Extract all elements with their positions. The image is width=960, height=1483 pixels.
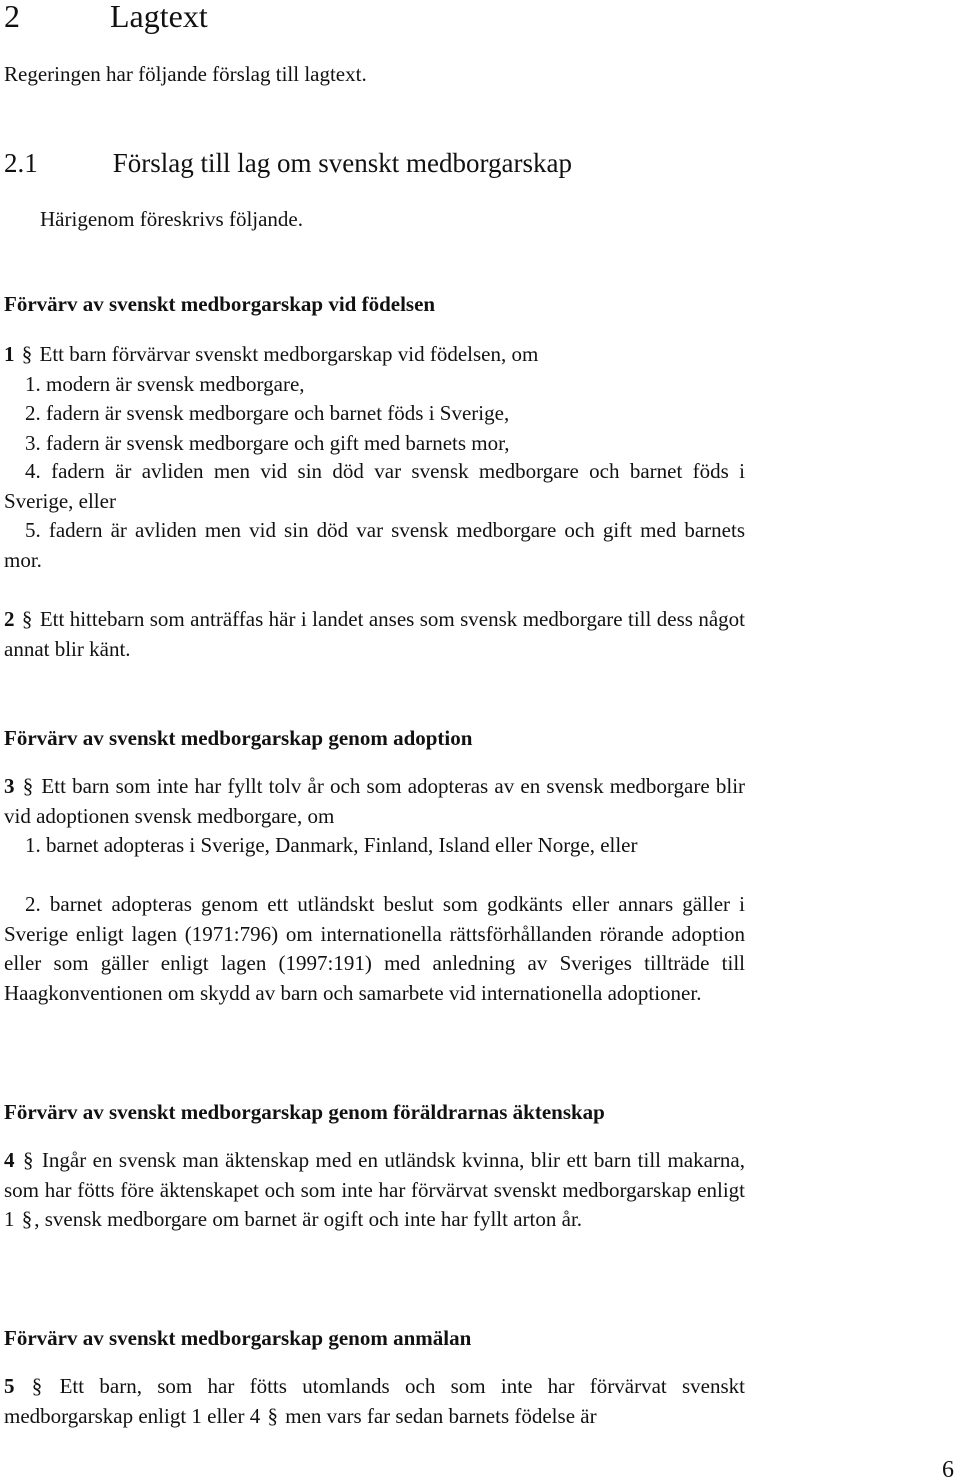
heading-birth: Förvärv av svenskt medborgarskap vid födelsen [4,292,436,316]
paragraph-text: Ett barn, som har fötts utomlands och som inte har förvärvat svenskt medborgarskap enligt 1 eller 4 [4,1374,746,1428]
section-heading [4,148,572,178]
chapter-number: 2 [4,0,20,34]
paragraph-number: 5 [4,1374,15,1398]
section-title: Förslag till lag om svenskt medborgarskap [112,148,572,178]
heading-adoption: Förvärv av svenskt medborgarskap genom adoption [4,726,473,750]
list-item: 2. fadern är svensk medborgare och barnet föds i Sverige, [25,401,510,425]
section-sign: § [22,1148,34,1172]
paragraph-5 [4,1372,745,1431]
section-sign: § [22,774,34,798]
list-item: 5. fadern är avliden men vid sin död var svensk medborgare och gift med barnets mor. [4,518,745,572]
paragraph-3-lead [4,772,745,831]
section-sign: § [31,1374,43,1398]
section-sign: § [21,1207,33,1232]
paragraph-text: men vars far sedan barnets födelse är [285,1403,597,1428]
chapter-heading [4,0,208,32]
list-item: 4. fadern är avliden men vid sin död var svensk medborgare och barnet föds i Sverige, eller [4,459,745,513]
list-item: 2. barnet adopteras genom ett utländskt beslut som godkänts eller annars gäller i Sverige enligt lagen (1971:796) om internationella rättsförhållanden rörande adoption eller som gäller enligt lagen (1997:191) med anledning av Sveriges tillträde till Haagkonventionen om skydd av barn och samarbete vid internationella adoptioner. [4,892,745,1006]
paragraph-2 [4,605,745,664]
intro-text: Regeringen har följande förslag till lagtext. [4,62,367,86]
list-item: 1. modern är svensk medborgare, [25,372,305,396]
paragraph-1-lead [4,342,538,366]
paragraph-number: 4 [4,1148,15,1172]
page-number: 6 [942,1457,954,1483]
paragraph-number: 3 [4,774,15,798]
paragraph-text: Ett barn förvärvar svenskt medborgarskap vid födelsen, om [39,342,539,366]
section-sign: § [21,607,33,631]
paragraph-4 [4,1146,745,1235]
paragraph-number: 2 [4,607,15,631]
paragraph-number: 1 [4,342,15,366]
list-item: 3. fadern är svensk medborgare och gift med barnets mor, [25,431,510,455]
paragraph-text: Ett hittebarn som anträffas här i landet anses som svensk medborgare till dess något annat blir känt. [4,607,745,661]
paragraph-text: , svensk medborgare om barnet är ogift och inte har fyllt arton år. [34,1207,583,1232]
heading-notification: Förvärv av svenskt medborgarskap genom anmälan [4,1326,472,1350]
preamble-text: Härigenom föreskrivs följande. [40,207,304,231]
section-sign: § [21,342,33,366]
heading-marriage: Förvärv av svenskt medborgarskap genom föräldrarnas äktenskap [4,1100,605,1124]
section-number: 2.1 [4,148,38,178]
chapter-title: Lagtext [110,0,208,34]
section-sign: § [267,1403,278,1428]
paragraph-text: Ingår en svensk man äktenskap med en utländsk kvinna, blir ett barn till makarna, som har fötts före äktenskapet och som inte har förvärvat svenskt medborgarskap enligt 1 [4,1148,746,1232]
list-item: 1. barnet adopteras i Sverige, Danmark, Finland, Island eller Norge, eller [25,833,638,857]
paragraph-text: Ett barn som inte har fyllt tolv år och som adopteras av en svensk medborgare blir vid adoptionen svensk medborgare, om [4,774,746,828]
